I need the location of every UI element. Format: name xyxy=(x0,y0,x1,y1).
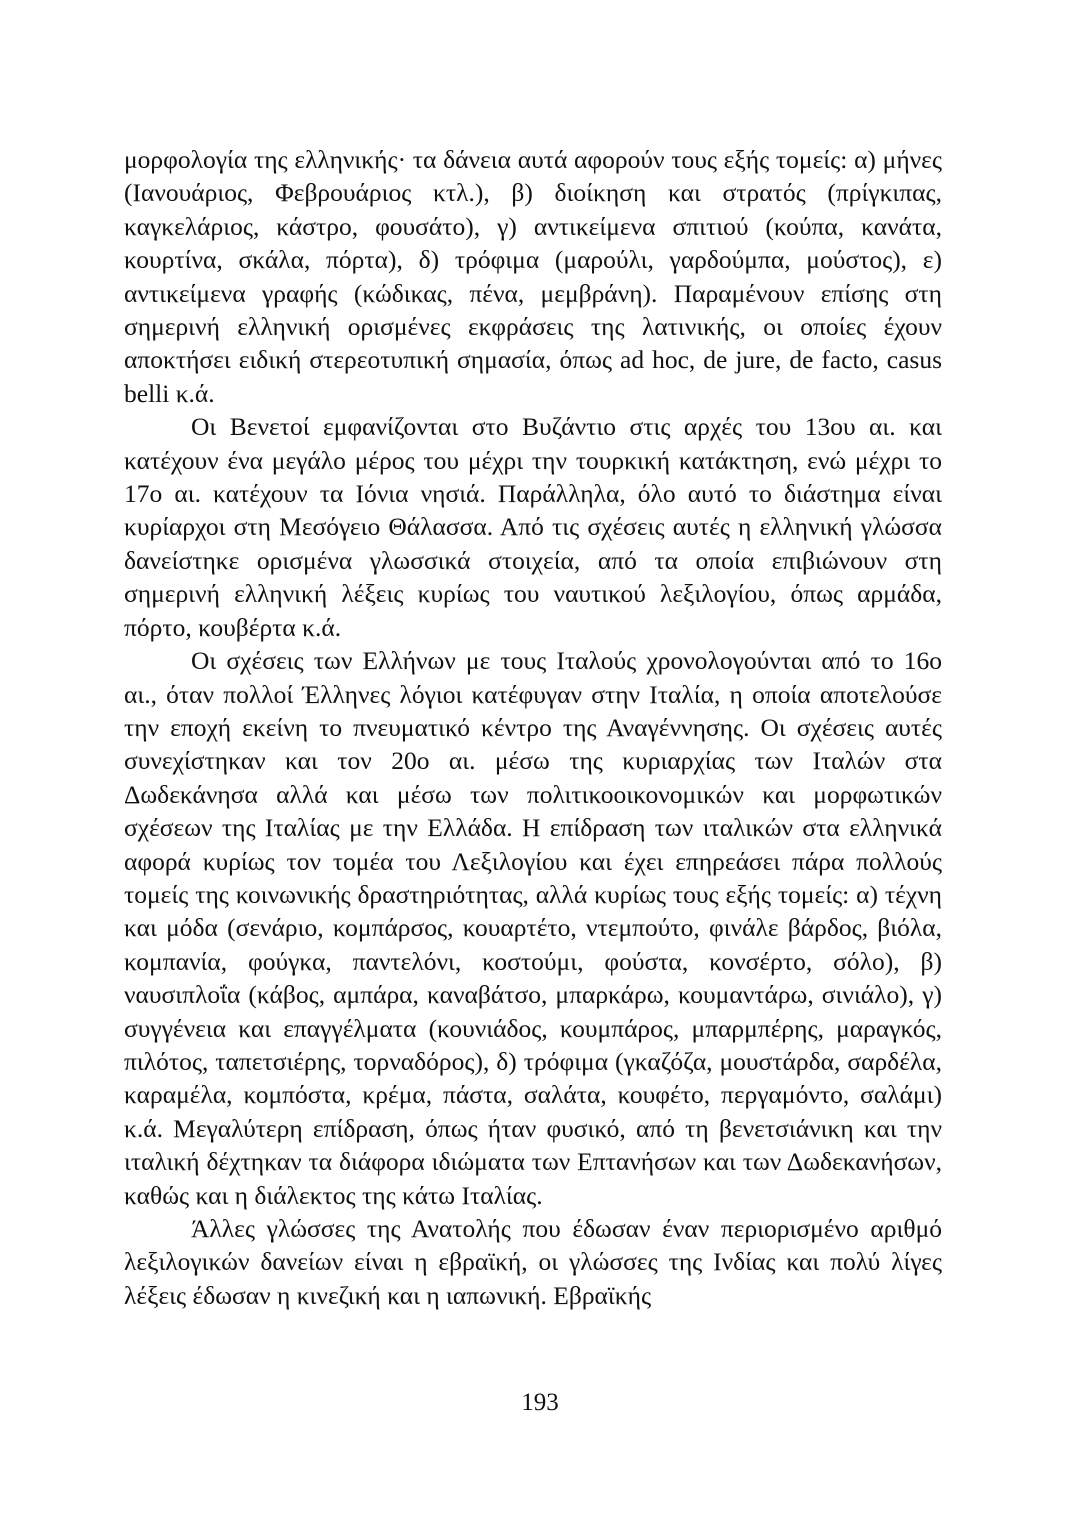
paragraph-italian-influence: Οι σχέσεις των Ελλήνων με τους Ιταλούς χρονολογούνται από το 16ο αι., όταν πολλοί Έλληνες λόγιοι κατέφυγαν στην Ιταλία, η οποία αποτελούσε την εποχή εκείνη το πνευματικό κέντρο της Αναγέννησης. Οι σχέσεις αυτές συνεχίστηκαν και τον 20ο αι. μέσω της κυριαρχίας των Ιταλών στα Δωδεκάνησα αλλά και μέσω των πολιτικοοικονομικών και μορφωτικών σχέσεων της Ιταλίας με την Ελλάδα. Η επίδραση των ιταλικών στα ελληνικά αφορά κυρίως τον τομέα του Λεξιλογίου και έχει επηρεάσει πάρα πολλούς τομείς της κοινωνικής δραστηριότητας, αλλά κυρίως τους εξής τομείς: α) τέχνη και μόδα (σενάριο, κομπάρσος, κουαρτέτο, ντεμπούτο, φινάλε βάρδος, βιόλα, κομπανία, φούγκα, παντελόνι, κοστούμι, φούστα, κονσέρτο, σόλο), β) ναυσιπλοΐα (κάβος, αμπάρα, καναβάτσο, μπαρκάρω, κουμαντάρω, σινιάλο), γ) συγγένεια και επαγγέλματα (κουνιάδος, κουμπάρος, μπαρμπέρης, μαραγκός, πιλότος, ταπετσιέρης, τορναδόρος), δ) τρόφιμα (γκαζόζα, μουστάρδα, σαρδέλα, καραμέλα, κομπόστα, κρέμα, πάστα, σαλάτα, κουφέτο, περγαμόντο, σαλάμι) κ.ά. Μεγαλύτερη επίδραση, όπως ήταν φυσικό, από τη βενετσιάνικη και την ιταλική δέχτηκαν τα διάφορα ιδιώματα των Επτανήσων και των Δωδεκανήσων, καθώς και η διάλεκτος της κάτω Ιταλίας. xyxy=(124,646,942,1210)
paragraph-latin-loans: μορφολογία της ελληνικής· τα δάνεια αυτά αφορούν τους εξής τομείς: α) μήνες (Ιανουάριος, Φεβρουάριος κτλ.), β) διοίκηση και στρατός (πρίγκιπας, καγκελάριος, κάστρο, φουσάτο), γ) αντικείμενα σπιτιού (κούπα, κανάτα, κουρτίνα, σκάλα, πόρτα), δ) τρόφιμα (μαρούλι, γαρδούμπα, μούστος), ε) αντικείμενα γραφής (κώδικας, πένα, μεμβράνη). Παραμένουν επίσης στη σημερινή ελληνική ορισμένες εκφράσεις της λατινικής, οι οποίες έχουν αποκτήσει ειδική στερεοτυπική σημασία, όπως ad hoc, de jure, de facto, casus belli κ.ά. xyxy=(124,145,942,408)
paragraph-eastern-languages: Άλλες γλώσσες της Ανατολής που έδωσαν έναν περιορισμένο αριθμό λεξιλογικών δανείων είναι η εβραϊκή, οι γλώσσες της Ινδίας και πολύ λίγες λέξεις έδωσαν η κινεζική και η ιαπωνική. Εβραϊκής xyxy=(124,1214,942,1310)
body-text xyxy=(124,143,942,1312)
paragraph-venetian-influence: Οι Βενετοί εμφανίζονται στο Βυζάντιο στις αρχές του 13ου αι. και κατέχουν ένα μεγάλο μέρος του μέχρι την τουρκική κατάκτηση, ενώ μέχρι το 17ο αι. κατέχουν τα Ιόνια νησιά. Παράλληλα, όλο αυτό το διάστημα είναι κυρίαρχοι στη Μεσόγειο Θάλασσα. Από τις σχέσεις αυτές η ελληνική γλώσσα δανείστηκε ορισμένα γλωσσικά στοιχεία, από τα οποία επιβιώνουν στη σημερινή ελληνική λέξεις κυρίως του ναυτικού λεξιλογίου, όπως αρμάδα, πόρτο, κουβέρτα κ.ά. xyxy=(124,412,942,642)
page-number: 193 xyxy=(521,1389,559,1416)
